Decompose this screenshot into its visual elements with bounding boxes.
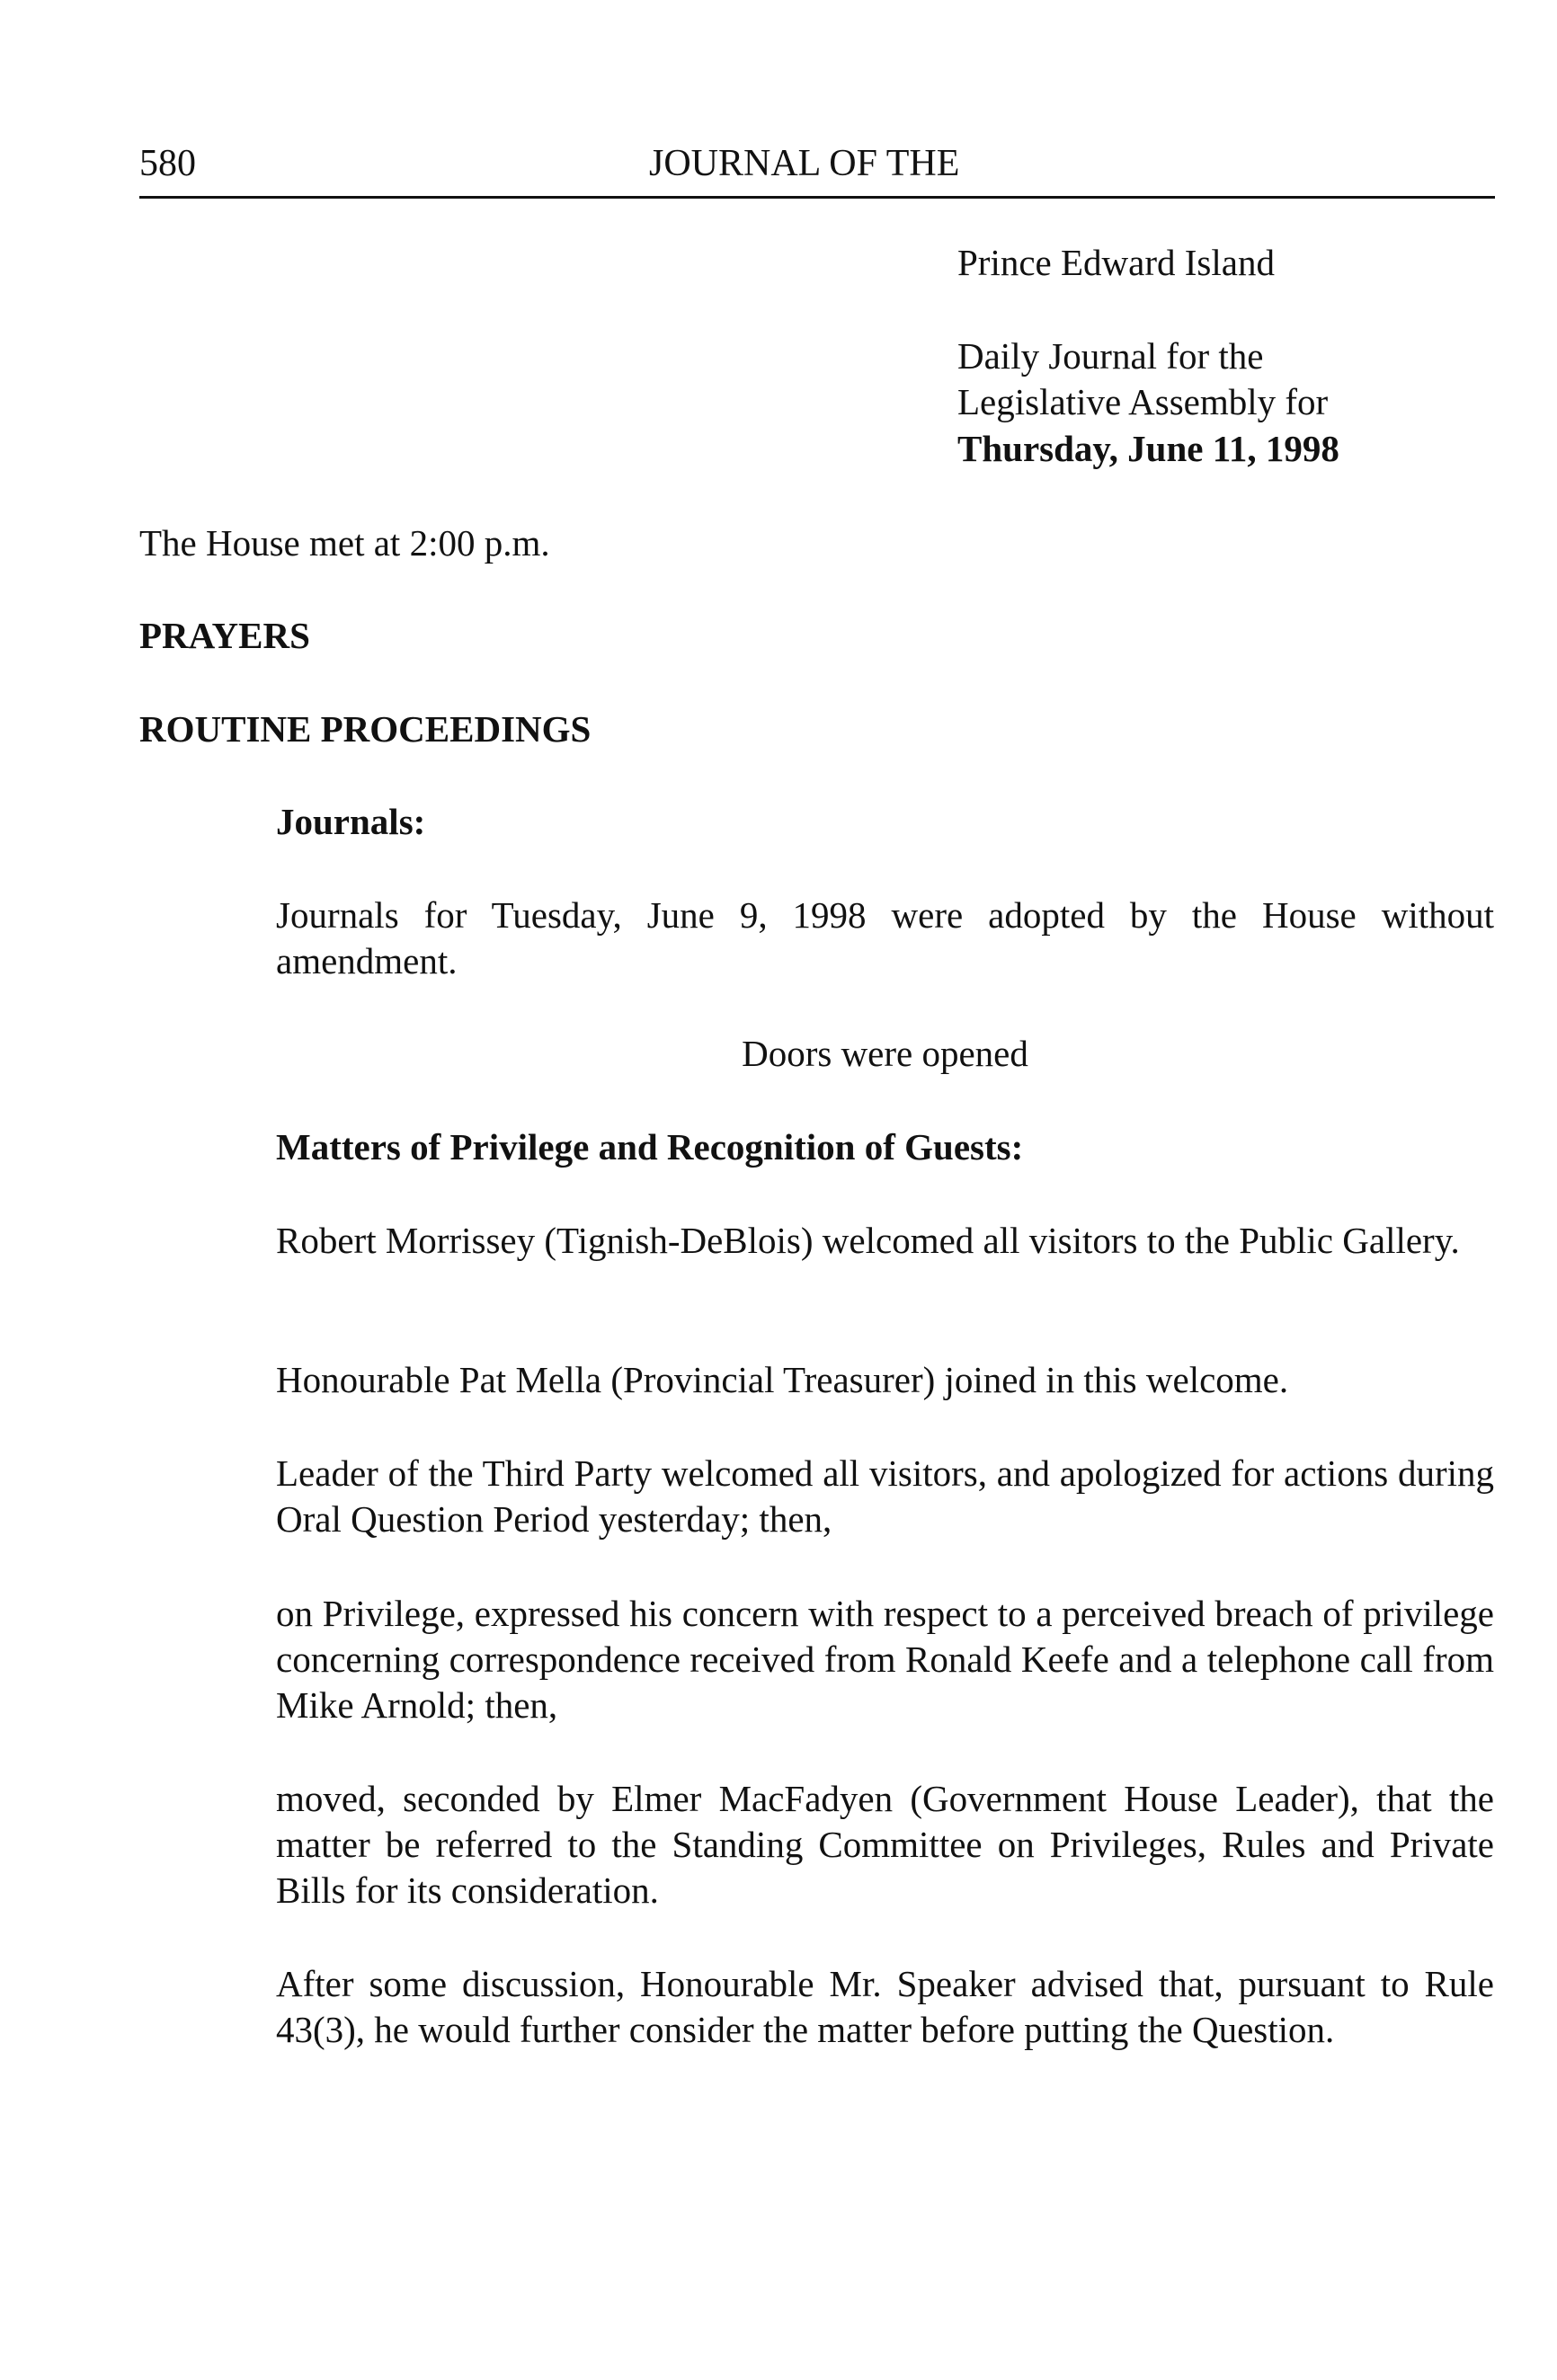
journals-paragraph: Journals for Tuesday, June 9, 1998 were adopted by the House without amendment. — [276, 894, 1494, 981]
paragraph-morrissey: Robert Morrissey (Tignish-DeBlois) welcomed all visitors to the Public Gallery. — [276, 1220, 1460, 1261]
journal-date: Thursday, June 11, 1998 — [957, 428, 1339, 469]
prayers-heading: PRAYERS — [139, 615, 310, 656]
paragraph-privilege: on Privilege, expressed his concern with respect to a perceived breach of privilege concerning correspondence received from Ronald Keefe and a telephone call from Mike Arnold; then, — [276, 1593, 1494, 1726]
journal-title-line1: Daily Journal for the — [957, 335, 1264, 377]
journal-title-line2: Legislative Assembly for — [957, 381, 1329, 422]
running-head: JOURNAL OF THE — [649, 143, 960, 184]
journals-heading: Journals: — [276, 801, 426, 842]
paragraph-speaker: After some discussion, Honourable Mr. Speaker advised that, pursuant to Rule 43(3), he would further consider the matter before putting the Question. — [276, 1963, 1494, 2050]
routine-proceedings-heading: ROUTINE PROCEEDINGS — [139, 708, 592, 750]
doors-opened-line: Doors were opened — [742, 1033, 1028, 1074]
page-number: 580 — [139, 143, 196, 184]
paragraph-mella: Honourable Pat Mella (Provincial Treasurer) joined in this welcome. — [276, 1359, 1289, 1400]
privilege-heading: Matters of Privilege and Recognition of Guests: — [276, 1126, 1024, 1168]
header-rule — [139, 196, 1495, 199]
paragraph-third-party-leader: Leader of the Third Party welcomed all visitors, and apologized for actions during Oral Question Period yesterday; then, — [276, 1452, 1494, 1540]
house-met-line: The House met at 2:00 p.m. — [139, 522, 550, 564]
province-name: Prince Edward Island — [957, 242, 1275, 283]
paragraph-motion: moved, seconded by Elmer MacFadyen (Government House Leader), that the matter be referred to the Standing Committee on Privileges, Rules and Private Bills for its consideration. — [276, 1778, 1494, 1911]
